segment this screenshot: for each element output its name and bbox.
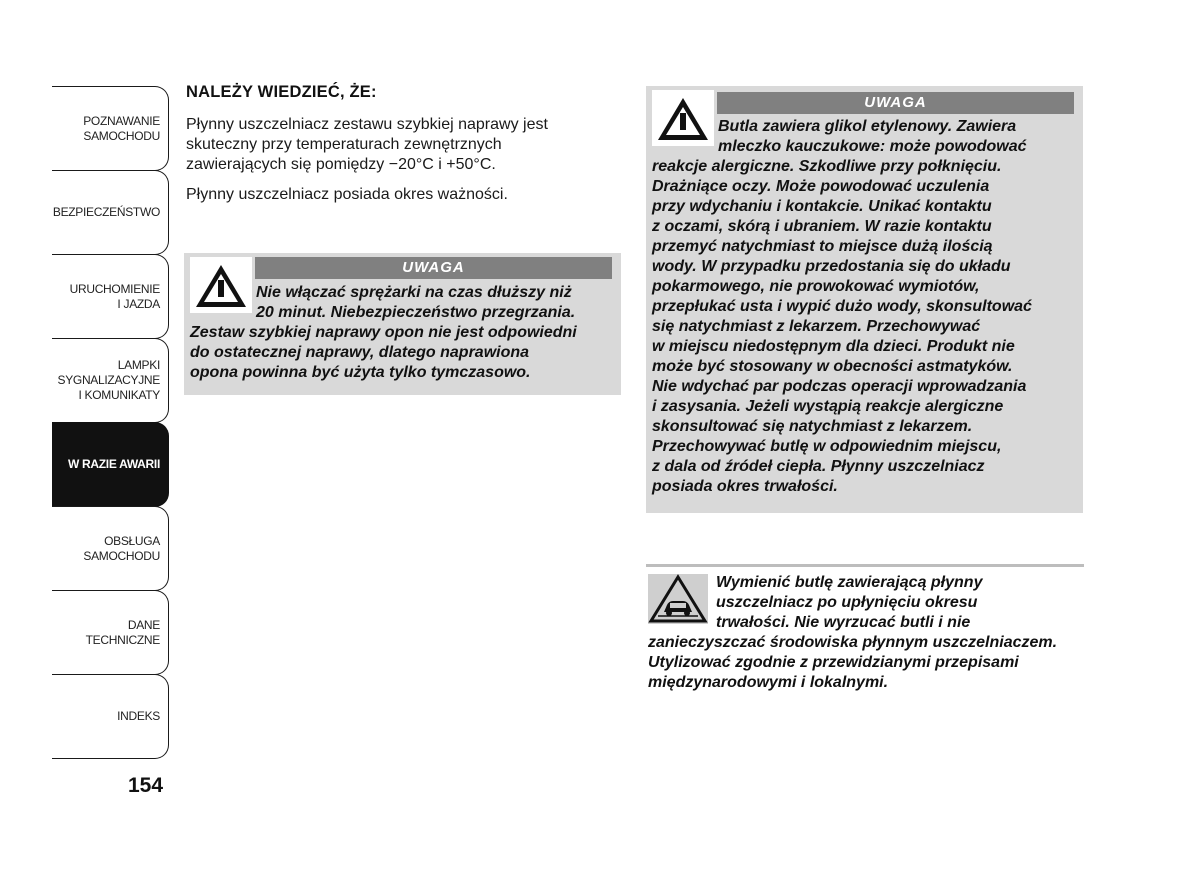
tab-dane-techniczne[interactable]: DANE TECHNICZNE: [52, 590, 169, 675]
warning-line: skonsultować się natychmiast z lekarzem.: [652, 418, 973, 435]
warning-box-compressor: [184, 253, 621, 395]
chapter-tabs: [52, 86, 169, 759]
tab-indeks[interactable]: INDEKS: [52, 674, 169, 759]
paragraph-line: Płynny uszczelniacz zestawu szybkiej naprawy jest: [186, 116, 548, 133]
warning-line: w miejscu niedostępnym dla dzieci. Produkt nie: [652, 338, 1015, 355]
warning-line: Przechowywać butlę w odpowiednim miejscu,: [652, 438, 1002, 455]
warning-line: i zasysania. Jeżeli wystąpią reakcje alergiczne: [652, 398, 1004, 415]
tab-w-razie-awarii[interactable]: W RAZIE AWARII: [52, 422, 169, 507]
page-number: 154: [128, 774, 164, 797]
warning-line: posiada okres trwałości.: [652, 478, 838, 495]
environment-divider: [646, 564, 1084, 567]
tab-lampki-sygnalizacyjne[interactable]: LAMPKI SYGNALIZACYJNE I KOMUNIKATY: [52, 338, 169, 423]
warning-line: mleczko kauczukowe: może powodować: [718, 138, 1027, 155]
tab-poznawanie-samochodu[interactable]: POZNAWANIE SAMOCHODU: [52, 86, 169, 171]
warning-line: się natychmiast z lekarzem. Przechowywać: [652, 318, 981, 335]
warning-line: może być stosowany w obecności astmatyków.: [652, 358, 1013, 375]
warning-line: 20 minut. Niebezpieczeństwo przegrzania.: [256, 304, 576, 321]
warning-line: z dala od źródeł ciepła. Płynny uszczelniacz: [652, 458, 985, 475]
warning-line: do ostatecznej naprawy, dlatego naprawiona: [190, 344, 530, 361]
warning-title: UWAGA: [717, 92, 1074, 114]
tab-bezpieczenstwo[interactable]: BEZPIECZEŃSTWO: [52, 170, 169, 255]
tab-obsluga-samochodu[interactable]: OBSŁUGA SAMOCHODU: [52, 506, 169, 591]
warning-line: Nie włączać sprężarki na czas dłuższy niż: [256, 284, 572, 301]
paragraph-line: skuteczny przy temperaturach zewnętrznych: [186, 136, 502, 153]
environment-line: Utylizować zgodnie z przewidzianymi przepisami: [648, 654, 1019, 671]
environment-note: [648, 573, 1088, 693]
warning-line: przepłukać usta i wypić dużo wody, skonsultować: [652, 298, 1032, 315]
info-paragraph-validity: Płynny uszczelniacz posiada okres ważności.: [186, 186, 508, 203]
warning-line: przemyć natychmiast to miejsce dużą ilością: [652, 238, 993, 255]
environment-line: uszczelniacz po upłynięciu okresu: [716, 594, 978, 611]
warning-text: [652, 117, 1077, 497]
warning-box-sealant: [646, 86, 1083, 513]
warning-text: [190, 283, 615, 383]
environment-line: międzynarodowymi i lokalnymi.: [648, 674, 889, 691]
info-paragraph-temperature: [186, 115, 606, 175]
warning-line: wody. W przypadku przedostania się do układu: [652, 258, 1011, 275]
environment-line: trwałości. Nie wyrzucać butli i nie: [716, 614, 971, 631]
environment-line: Wymienić butlę zawierającą płynny: [716, 574, 983, 591]
warning-line: Nie wdychać par podczas operacji wprowadzania: [652, 378, 1027, 395]
warning-line: pokarmowego, nie prowokować wymiotów,: [652, 278, 980, 295]
section-heading: NALEŻY WIEDZIEĆ, ŻE:: [186, 83, 377, 101]
warning-title: UWAGA: [255, 257, 612, 279]
warning-line: Butla zawiera glikol etylenowy. Zawiera: [718, 118, 1017, 135]
paragraph-line: zawierających się pomiędzy −20°C i +50°C.: [186, 156, 496, 173]
warning-line: przy wdychaniu i kontakcie. Unikać kontaktu: [652, 198, 992, 215]
environment-line: zanieczyszczać środowiska płynnym uszczelniaczem.: [648, 634, 1058, 651]
warning-line: reakcje alergiczne. Szkodliwe przy połknięciu.: [652, 158, 1002, 175]
warning-line: opona powinna być użyta tylko tymczasowo.: [190, 364, 531, 381]
warning-line: Drażniące oczy. Może powodować uczulenia: [652, 178, 990, 195]
warning-line: z oczami, skórą i ubraniem. W razie kontaktu: [652, 218, 992, 235]
warning-line: Zestaw szybkiej naprawy opon nie jest odpowiedni: [190, 324, 577, 341]
tab-uruchomienie-i-jazda[interactable]: URUCHOMIENIE I JAZDA: [52, 254, 169, 339]
